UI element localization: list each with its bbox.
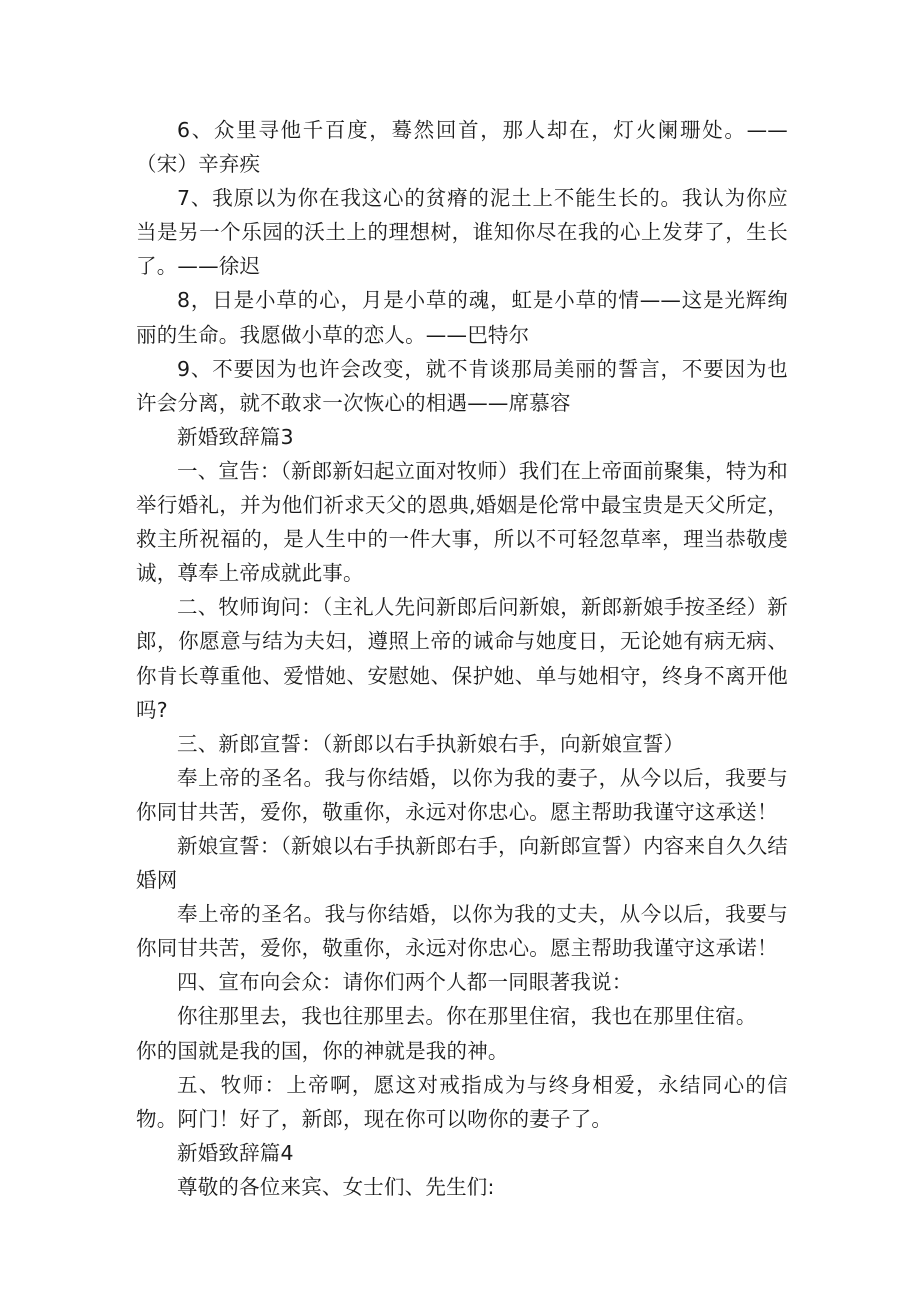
section-heading-4: 新婚致辞篇4 (177, 1140, 294, 1165)
quote-7-paragraph: 7、我原以为你在我这心的贫瘠的泥土上不能生长的。我认为你应当是另一个乐园的沃土上的理想树，谁知你尽在我的心上发芽了，生长了。——徐迟 (136, 186, 788, 279)
section-heading-3: 新婚致辞篇3 (177, 424, 294, 449)
groom-vow-intro-paragraph: 三、新郎宣誓：（新郎以右手执新娘右手，向新娘宣誓） (177, 731, 685, 756)
bride-vow-intro-paragraph: 新娘宣誓：（新娘以右手执新郎右手，向新郎宣誓）内容来自久久结婚网 (136, 833, 788, 893)
document-body (136, 113, 788, 1204)
quote-9-paragraph: 9、不要因为也许会改变，就不肯谈那局美丽的誓言，不要因为也许会分离，就不敢求一次恢心的相遇——席慕容 (136, 356, 788, 415)
pastor-blessing-paragraph: 五、牧师：上帝啊，愿这对戒指成为与终身相爱，永结同心的信物。阿门！好了，新郎，现在你可以吻你的妻子了。 (136, 1072, 788, 1131)
groom-vow-paragraph: 奉上帝的圣名。我与你结婚，以你为我的妻子，从今以后，我要与你同甘共苦，爱你，敬重你，永远对你忠心。愿主帮助我谨守这承送！ (136, 765, 788, 824)
quote-8-paragraph: 8，日是小草的心，月是小草的魂，虹是小草的情——这是光辉绚丽的生命。我愿做小草的恋人。——巴特尔 (136, 288, 788, 347)
declaration-paragraph: 一、宣告：（新郎新妇起立面对牧师）我们在上帝面前聚集，特为和举行婚礼，并为他们祈求天父的恩典,婚姻是伦常中最宝贵是天父所定，救主所祝福的，是人生中的一件大事，所以不可轻忽草率，理当恭敬虔诚，尊奉上帝成就此事。 (136, 458, 788, 586)
greeting-paragraph: 尊敬的各位来宾、女士们、先生们: (177, 1174, 495, 1199)
recital-line-1: 你往那里去，我也往那里去。你在那里住宿，我也在那里住宿。 (177, 1004, 757, 1029)
bride-vow-paragraph: 奉上帝的圣名。我与你结婚，以你为我的丈夫，从今以后，我要与你同甘共苦，爱你，敬重你，永远对你忠心。愿主帮助我谨守这承诺！ (136, 902, 788, 961)
quote-6-paragraph: 6、众里寻他千百度，蓦然回首，那人却在，灯火阑珊处。——（宋）辛弃疾 (136, 118, 788, 177)
pastor-question-paragraph: 二、牧师询问：（主礼人先问新郎后问新娘，新郎新娘手按圣经）新郎，你愿意与结为夫妇，遵照上帝的诫命与她度日，无论她有病无病、你肯长尊重他、爱惜她、安慰她、保护她、单与她相守，终身不离开他吗? (136, 595, 788, 722)
announcement-paragraph: 四、宣布向会众：请你们两个人都一同眼著我说： (177, 970, 633, 995)
recital-line-2: 你的国就是我的国，你的神就是我的神。 (136, 1038, 509, 1063)
